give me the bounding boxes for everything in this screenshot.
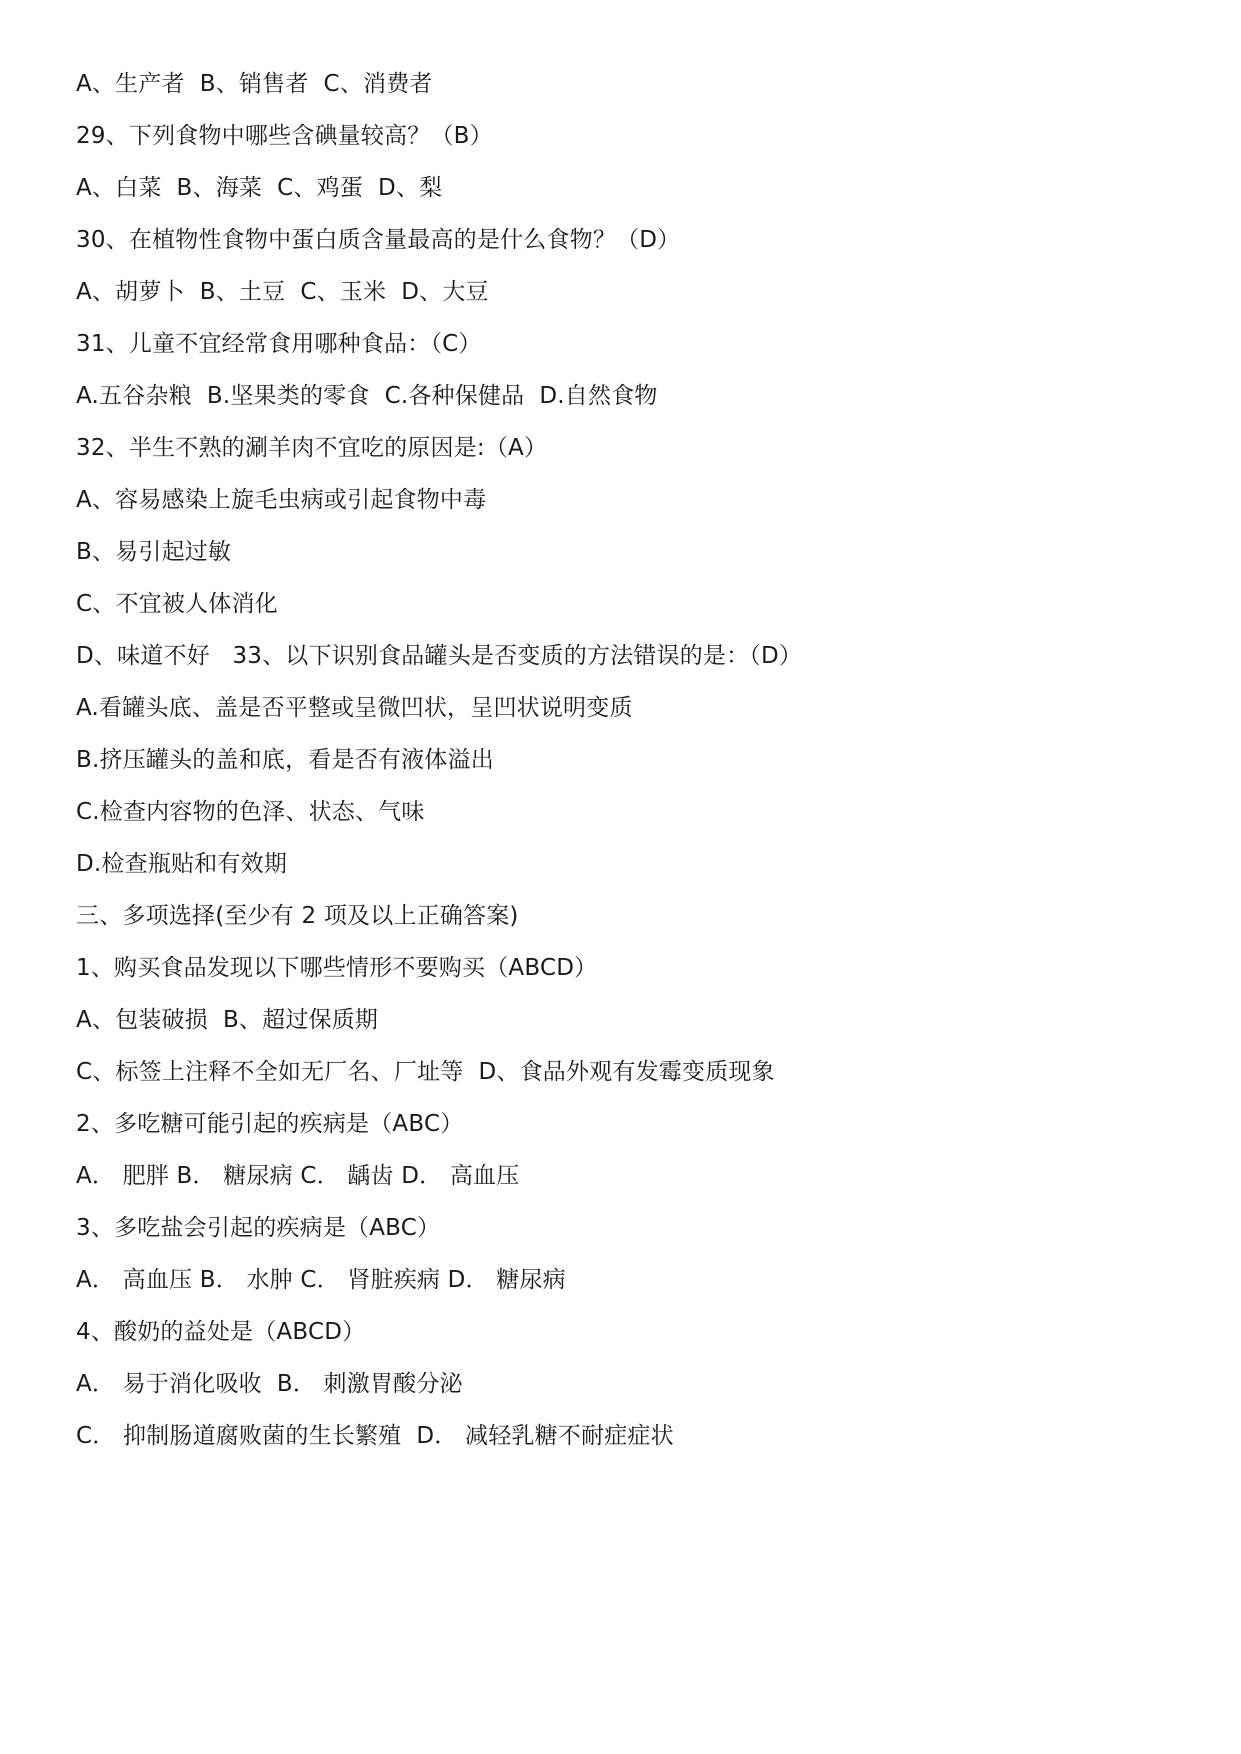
- option-33-d: D.检查瓶贴和有效期: [76, 851, 288, 877]
- multi-question-2: 2、多吃糖可能引起的疾病是（ABC）: [76, 1111, 464, 1137]
- multi-options-1-cd: C、标签上注释不全如无厂名、厂址等 D、食品外观有发霉变质现象: [76, 1059, 775, 1085]
- text-line: A、生产者 B、销售者 C、消费者: [76, 71, 433, 97]
- option-32-d-question-33: D、味道不好 33、以下识别食品罐头是否变质的方法错误的是：（D）: [76, 643, 803, 669]
- multi-options-4-cd: C． 抑制肠道腐败菌的生长繁殖 D． 减轻乳糖不耐症症状: [76, 1423, 674, 1449]
- multi-options-3: A． 高血压 B． 水肿 C． 肾脏疾病 D． 糖尿病: [76, 1267, 566, 1293]
- options-30: A、胡萝卜 B、土豆 C、玉米 D、大豆: [76, 279, 489, 305]
- option-32-b: B、易引起过敏: [76, 539, 232, 565]
- option-33-c: C.检查内容物的色泽、状态、气味: [76, 799, 425, 825]
- question-30: 30、在植物性食物中蛋白质含量最高的是什么食物？（D）: [76, 227, 681, 253]
- multi-options-4-ab: A． 易于消化吸收 B． 刺激胃酸分泌: [76, 1371, 463, 1397]
- multi-options-2: A． 肥胖 B． 糖尿病 C． 龋齿 D． 高血压: [76, 1163, 520, 1189]
- option-32-a: A、容易感染上旋毛虫病或引起食物中毒: [76, 487, 487, 513]
- multi-question-3: 3、多吃盐会引起的疾病是（ABC）: [76, 1215, 441, 1241]
- options-29: A、白菜 B、海菜 C、鸡蛋 D、梨: [76, 175, 443, 201]
- option-33-b: B.挤压罐头的盖和底，看是否有液体溢出: [76, 747, 494, 773]
- multi-question-4: 4、酸奶的益处是（ABCD）: [76, 1319, 366, 1345]
- multi-question-1: 1、购买食品发现以下哪些情形不要购买（ABCD）: [76, 955, 598, 981]
- question-29: 29、下列食物中哪些含碘量较高？（B）: [76, 123, 493, 149]
- multi-options-1-ab: A、包装破损 B、超过保质期: [76, 1007, 379, 1033]
- question-32: 32、半生不熟的涮羊肉不宜吃的原因是:（A）: [76, 435, 548, 461]
- question-31: 31、儿童不宜经常食用哪种食品：（C）: [76, 331, 482, 357]
- option-32-c: C、不宜被人体消化: [76, 591, 278, 617]
- options-31: A.五谷杂粮 B.坚果类的零食 C.各种保健品 D.自然食物: [76, 383, 658, 409]
- section-heading: 三、多项选择(至少有 2 项及以上正确答案): [76, 903, 519, 929]
- option-33-a: A.看罐头底、盖是否平整或呈微凹状，呈凹状说明变质: [76, 695, 633, 721]
